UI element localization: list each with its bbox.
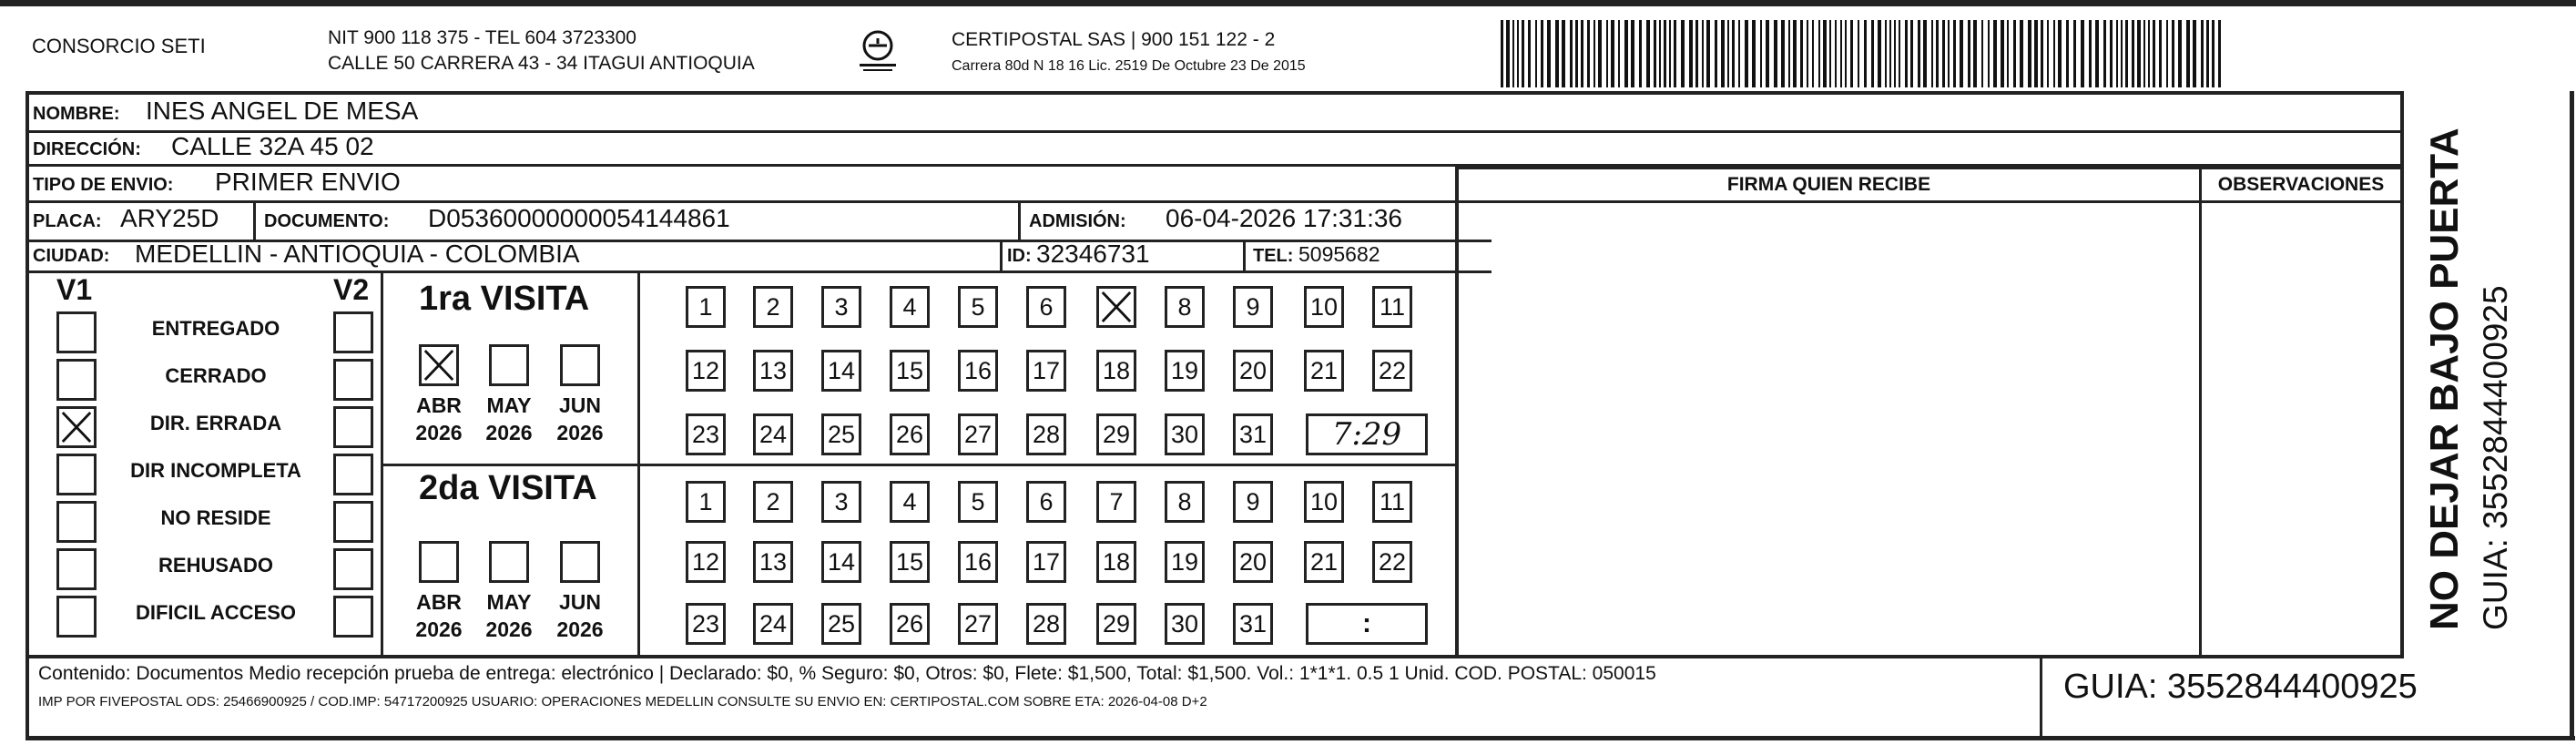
first-visit-day-23[interactable]	[686, 413, 726, 455]
day-number: 14	[827, 547, 856, 576]
v1-checkbox-3[interactable]	[56, 406, 97, 448]
admision-label: ADMISIÓN:	[1029, 211, 1126, 231]
first-visit-day-11[interactable]	[1372, 286, 1412, 328]
direccion-label: DIRECCIÓN:	[33, 139, 141, 159]
day-number: 25	[827, 420, 856, 448]
first-visit-day-10[interactable]	[1304, 286, 1344, 328]
v1-label: V1	[56, 273, 93, 306]
bottom-border	[25, 736, 2575, 740]
second-visit-day-10[interactable]	[1304, 481, 1344, 523]
second-visit-day-28[interactable]	[1026, 603, 1066, 645]
second-visit-day-18[interactable]	[1096, 541, 1136, 583]
day-number: 11	[1379, 292, 1406, 321]
day-number: 6	[1039, 292, 1054, 321]
first-visit-day-8[interactable]	[1165, 286, 1205, 328]
second-visit-month-jun-checkbox[interactable]	[560, 541, 600, 583]
day-number: 19	[1170, 356, 1199, 384]
second-visit-day-16[interactable]	[958, 541, 998, 583]
id-label: ID:	[1007, 246, 1032, 266]
second-visit-day-1[interactable]	[686, 481, 726, 523]
footer-top-line	[25, 655, 2404, 658]
first-visit-year-label: 2026	[415, 421, 463, 444]
first-visit-day-26[interactable]	[890, 413, 930, 455]
firma-left-border	[1455, 167, 1459, 657]
second-visit-day-7[interactable]	[1096, 481, 1136, 523]
day-number: 15	[895, 547, 924, 576]
v1-checkbox-1[interactable]	[56, 311, 97, 353]
second-visit-day-22[interactable]	[1372, 541, 1412, 583]
second-visit-month-label: ABR	[416, 590, 462, 614]
barcode	[1501, 20, 2225, 87]
second-visit-month-abr-checkbox[interactable]	[419, 541, 459, 583]
certipostal-line-2: Carrera 80d N 18 16 Lic. 2519 De Octubre 23 De 2015	[952, 58, 1306, 74]
day-number: 11	[1379, 487, 1406, 515]
day-number: 2	[766, 292, 780, 321]
documento-value: D05360000000054144861	[428, 204, 730, 232]
day-number: 20	[1238, 356, 1268, 384]
placa-value: ARY25D	[120, 204, 219, 232]
day-number: 28	[1032, 420, 1061, 448]
first-visit-month-abr-checkbox[interactable]	[419, 344, 459, 386]
top-border	[0, 0, 2576, 6]
status-label-5: NO RESIDE	[160, 506, 271, 529]
first-visit-day-4[interactable]	[890, 286, 930, 328]
day-number: 16	[963, 356, 993, 384]
day-number: 17	[1032, 356, 1061, 384]
second-visit-day-26[interactable]	[890, 603, 930, 645]
day-number: 18	[1102, 547, 1131, 576]
second-visit-day-29[interactable]	[1096, 603, 1136, 645]
first-visit-day-22[interactable]	[1372, 350, 1412, 392]
day-number: 3	[834, 292, 849, 321]
second-visit-day-11[interactable]	[1372, 481, 1412, 523]
ciudad-label: CIUDAD:	[33, 246, 110, 266]
day-number: 8	[1177, 487, 1192, 515]
day-number: 13	[759, 356, 788, 384]
status-label-2: CERRADO	[165, 364, 267, 387]
day-number: 7	[1109, 487, 1124, 515]
side-warning: NO DEJAR BAJO PUERTA	[2422, 128, 2467, 630]
day-number: 15	[895, 356, 924, 384]
day-number: 9	[1246, 487, 1260, 515]
tel-label: TEL:	[1253, 246, 1294, 266]
day-number: 18	[1102, 356, 1131, 384]
first-visit-day-19[interactable]	[1165, 350, 1205, 392]
day-number: 14	[827, 356, 856, 384]
day-number: 13	[759, 547, 788, 576]
first-visit-month-label: JUN	[558, 393, 601, 417]
row-line-6	[25, 270, 1492, 273]
first-visit-month-label: MAY	[486, 393, 532, 417]
first-visit-month-jun-checkbox[interactable]	[560, 344, 600, 386]
day-number: 27	[963, 609, 993, 638]
second-visit-day-25[interactable]	[821, 603, 861, 645]
day-number: 22	[1378, 356, 1407, 384]
day-number: 17	[1032, 547, 1061, 576]
second-visit-day-23[interactable]	[686, 603, 726, 645]
second-visit-year-label: 2026	[415, 617, 463, 641]
placa-divider	[253, 203, 256, 240]
second-visit-day-9[interactable]	[1233, 481, 1273, 523]
v2-checkbox-4[interactable]	[333, 454, 373, 495]
status-label-4: DIR INCOMPLETA	[130, 459, 301, 482]
side-guia: GUIA: 3552844400925	[2477, 285, 2514, 630]
second-visit-time-box[interactable]	[1306, 603, 1428, 645]
ciudad-value: MEDELLIN - ANTIOQUIA - COLOMBIA	[135, 240, 580, 268]
footer-guia: GUIA: 3552844400925	[2063, 668, 2418, 706]
row-line-2	[25, 130, 2402, 133]
day-number: 31	[1238, 420, 1268, 448]
first-visit-time: 7:29	[1331, 416, 1402, 453]
left-border	[25, 91, 29, 740]
observaciones-left-border	[2199, 167, 2202, 657]
v1-checkbox-2[interactable]	[56, 359, 97, 401]
day-number: 30	[1170, 609, 1199, 638]
day-number: 29	[1102, 420, 1131, 448]
first-visit-title: 1ra VISITA	[419, 280, 590, 318]
tel-value: 5095682	[1298, 242, 1380, 266]
day-number: 12	[691, 356, 720, 384]
v2-label: V2	[333, 273, 370, 306]
v1-checkbox-7[interactable]	[56, 596, 97, 638]
day-number: 25	[827, 609, 856, 638]
first-visit-day-7[interactable]	[1096, 286, 1136, 328]
first-visit-day-28[interactable]	[1026, 413, 1066, 455]
second-visit-day-2[interactable]	[753, 481, 793, 523]
day-number: 9	[1246, 292, 1260, 321]
tipo-envio-label: TIPO DE ENVIO:	[33, 175, 174, 195]
first-visit-day-15[interactable]	[890, 350, 930, 392]
nit-line-1: NIT 900 118 375 - TEL 604 3723300	[328, 27, 636, 48]
status-label-7: DIFICIL ACCESO	[135, 601, 296, 624]
status-label-6: REHUSADO	[158, 554, 273, 577]
v2-checkbox-2[interactable]	[333, 359, 373, 401]
second-visit-day-8[interactable]	[1165, 481, 1205, 523]
day-number: 31	[1238, 609, 1268, 638]
first-visit-day-29[interactable]	[1096, 413, 1136, 455]
tel-divider	[1243, 240, 1246, 273]
tipo-envio-value: PRIMER ENVIO	[215, 168, 401, 196]
second-visit-day-21[interactable]	[1304, 541, 1344, 583]
nombre-label: NOMBRE:	[33, 104, 120, 124]
first-visit-day-24[interactable]	[753, 413, 793, 455]
day-number: 10	[1309, 487, 1339, 515]
day-number: 4	[902, 292, 917, 321]
status-label-3: DIR. ERRADA	[149, 412, 282, 434]
second-visit-month-may-checkbox[interactable]	[489, 541, 529, 583]
first-visit-month-may-checkbox[interactable]	[489, 344, 529, 386]
first-visit-day-18[interactable]	[1096, 350, 1136, 392]
nit-line-2: CALLE 50 CARRERA 43 - 34 ITAGUI ANTIOQUIA	[328, 53, 755, 74]
second-visit-year-label: 2026	[485, 617, 533, 641]
first-visit-day-21[interactable]	[1304, 350, 1344, 392]
first-visit-day-9[interactable]	[1233, 286, 1273, 328]
first-visit-day-1[interactable]	[686, 286, 726, 328]
v1-checkbox-6[interactable]	[56, 548, 97, 590]
second-visit-day-31[interactable]	[1233, 603, 1273, 645]
second-visit-day-24[interactable]	[753, 603, 793, 645]
day-number: 4	[902, 487, 917, 515]
day-number: 1	[698, 487, 713, 515]
day-number: 5	[971, 487, 985, 515]
admision-value: 06-04-2026 17:31:36	[1166, 204, 1402, 232]
footer-imp-line: IMP POR FIVEPOSTAL ODS: 25466900925 / COD.IMP: 54717200925 USUARIO: OPERACIONES MEDELLIN CONSULTE SU ENVIO EN: CERTIPOSTAL.COM SOBRE ETA: 2026-04-08 D+2	[38, 694, 1207, 709]
row-line-1	[25, 91, 2402, 95]
documento-label: DOCUMENTO:	[264, 211, 390, 231]
second-visit-day-5[interactable]	[958, 481, 998, 523]
day-number: 2	[766, 487, 780, 515]
id-value: 32346731	[1036, 240, 1150, 268]
first-visit-day-5[interactable]	[958, 286, 998, 328]
first-visit-day-30[interactable]	[1165, 413, 1205, 455]
first-visit-day-12[interactable]	[686, 350, 726, 392]
footer-guia-divider	[2040, 657, 2042, 737]
v2-checkbox-3[interactable]	[333, 406, 373, 448]
first-visit-day-2[interactable]	[753, 286, 793, 328]
day-number: 10	[1309, 292, 1339, 321]
second-visit-month-label: MAY	[486, 590, 532, 614]
day-number: 26	[895, 420, 924, 448]
first-visit-day-14[interactable]	[821, 350, 861, 392]
second-visit-year-label: 2026	[556, 617, 604, 641]
day-number: 30	[1170, 420, 1199, 448]
first-visit-day-27[interactable]	[958, 413, 998, 455]
day-number: 5	[971, 292, 985, 321]
first-visit-month-label: ABR	[416, 393, 462, 417]
day-number: 26	[895, 609, 924, 638]
v2-checkbox-5[interactable]	[333, 501, 373, 543]
day-number: 21	[1309, 356, 1339, 384]
first-visit-day-31[interactable]	[1233, 413, 1273, 455]
row-line-4	[25, 200, 1492, 203]
nombre-value: INES ANGEL DE MESA	[146, 97, 419, 125]
direccion-value: CALLE 32A 45 02	[171, 132, 374, 160]
v2-checkbox-1[interactable]	[333, 311, 373, 353]
first-visit-day-13[interactable]	[753, 350, 793, 392]
second-visit-day-19[interactable]	[1165, 541, 1205, 583]
first-visit-time-box[interactable]	[1306, 413, 1428, 455]
day-number: 23	[691, 609, 720, 638]
second-visit-time: :	[1362, 608, 1371, 638]
admision-divider	[1018, 203, 1021, 240]
day-number: 19	[1170, 547, 1199, 576]
first-visit-day-6[interactable]	[1026, 286, 1066, 328]
visit-divider	[381, 464, 1457, 466]
firma-header: FIRMA QUIEN RECIBE	[1726, 174, 1931, 195]
day-number: 22	[1378, 547, 1407, 576]
day-number: 24	[759, 420, 788, 448]
day-number: 20	[1238, 547, 1268, 576]
certipostal-line-1: CERTIPOSTAL SAS | 900 151 122 - 2	[952, 29, 1276, 50]
day-number: 27	[963, 420, 993, 448]
day-number: 6	[1039, 487, 1054, 515]
first-visit-day-16[interactable]	[958, 350, 998, 392]
second-visit-day-27[interactable]	[958, 603, 998, 645]
day-number: 29	[1102, 609, 1131, 638]
placa-label: PLACA:	[33, 211, 102, 231]
day-number: 28	[1032, 609, 1061, 638]
second-visit-day-14[interactable]	[821, 541, 861, 583]
day-number: 21	[1309, 547, 1339, 576]
id-divider	[1000, 240, 1003, 273]
certipostal-logo	[854, 27, 901, 75]
v2-checkbox-7[interactable]	[333, 596, 373, 638]
footer-content-line: Contenido: Documentos Medio recepción prueba de entrega: electrónico | Declarado: $0, % Seguro: $0, Otros: $0, Flete: $1,500, Total: $1,500. Vol.: 1*1*1. 0.5 1 Unid. COD. POSTAL: 050015	[38, 663, 1656, 684]
day-number: 23	[691, 420, 720, 448]
observaciones-header: OBSERVACIONES	[2217, 174, 2385, 195]
second-visit-day-30[interactable]	[1165, 603, 1205, 645]
second-visit-day-15[interactable]	[890, 541, 930, 583]
v1-checkbox-4[interactable]	[56, 454, 97, 495]
first-visit-day-25[interactable]	[821, 413, 861, 455]
v2-checkbox-6[interactable]	[333, 548, 373, 590]
day-number: 1	[698, 292, 713, 321]
day-number: 12	[691, 547, 720, 576]
day-number: 3	[834, 487, 849, 515]
day-number: 8	[1177, 292, 1192, 321]
v1-checkbox-5[interactable]	[56, 501, 97, 543]
company-name: CONSORCIO SETI	[32, 35, 206, 57]
second-visit-day-3[interactable]	[821, 481, 861, 523]
day-number: 24	[759, 609, 788, 638]
first-visit-year-label: 2026	[556, 421, 604, 444]
second-visit-day-13[interactable]	[753, 541, 793, 583]
second-visit-title: 2da VISITA	[419, 469, 597, 507]
second-visit-month-label: JUN	[558, 590, 601, 614]
second-visit-day-12[interactable]	[686, 541, 726, 583]
first-visit-day-3[interactable]	[821, 286, 861, 328]
second-visit-day-17[interactable]	[1026, 541, 1066, 583]
status-label-1: ENTREGADO	[151, 317, 280, 340]
first-visit-day-20[interactable]	[1233, 350, 1273, 392]
second-visit-day-6[interactable]	[1026, 481, 1066, 523]
second-visit-day-20[interactable]	[1233, 541, 1273, 583]
right-col-border	[2400, 91, 2404, 657]
right-border	[2570, 91, 2574, 740]
day-number: 16	[963, 547, 993, 576]
first-visit-year-label: 2026	[485, 421, 533, 444]
first-visit-day-17[interactable]	[1026, 350, 1066, 392]
second-visit-day-4[interactable]	[890, 481, 930, 523]
